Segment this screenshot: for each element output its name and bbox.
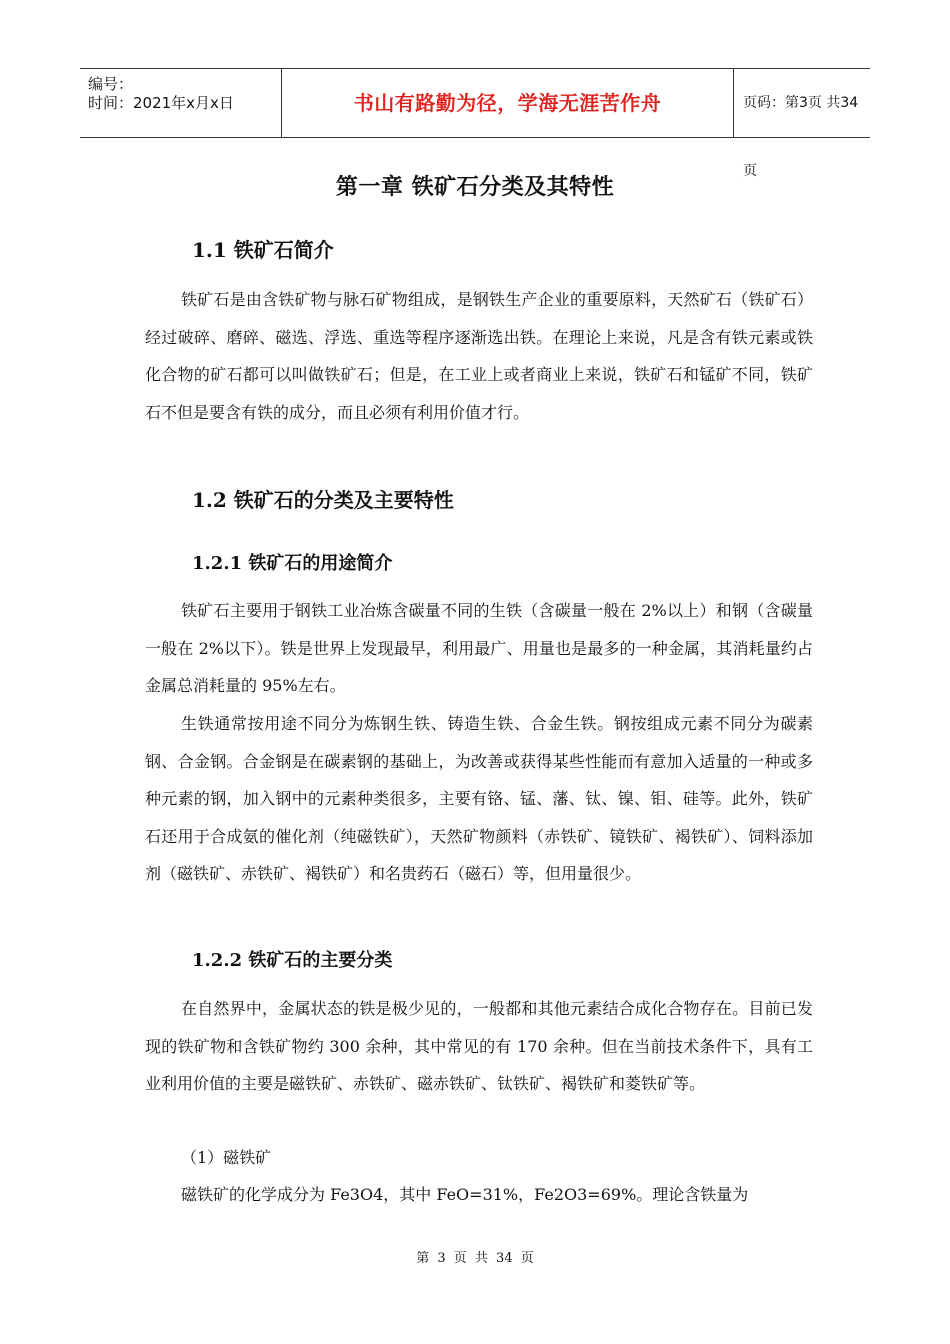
page-footer: 第 3 页 共 34 页 [416,1251,534,1266]
section-heading-1-2-1: 1.2.1 铁矿石的用途简介 [192,553,393,574]
paragraph: 铁矿石是由含铁矿物与脉石矿物组成，是钢铁生产企业的重要原料，天然矿石（铁矿石）经过破碎、磨碎、磁选、浮选、重选等程序逐渐选出铁。在理论上来说，凡是含有铁元素或铁化合物的矿石都可以叫做铁矿石；但是，在工业上或者商业上来说，铁矿石和锰矿不同，铁矿石不但是要含有铁的成分，而且必须有利用价值才行。 [145,290,813,422]
paragraph: 在自然界中，金属状态的铁是极少见的，一般都和其他元素结合成化合物存在。目前已发现的铁矿物和含铁矿物约 300 余种，其中常见的有 170 余种。但在当前技术条件下，具有工业利用价值的主要是磁铁矿、赤铁矿、磁赤铁矿、钛铁矿、褐铁矿和菱铁矿等。 [145,999,813,1093]
paragraph: 铁矿石主要用于钢铁工业冶炼含碳量不同的生铁（含碳量一般在 2%以上）和钢（含碳量一般在 2%以下）。铁是世界上发现最早，利用最广、用量也是最多的一种金属，其消耗量约占金属总消耗量的 95%左右。 [145,601,813,695]
list-item-label: （1）磁铁矿 [181,1148,272,1167]
section-heading-1-1: 1.1 铁矿石简介 [192,238,334,262]
motto-text: 书山有路勤为径，学海无涯苦作舟 [282,69,734,137]
paragraph: 生铁通常按用途不同分为炼钢生铁、铸造生铁、合金生铁。钢按组成元素不同分为碳素钢、合金钢。合金钢是在碳素钢的基础上，为改善或获得某些性能而有意加入适量的一种或多种元素的钢，加入钢中的元素种类很多，主要有铬、锰、藩、钛、镍、钼、硅等。此外，铁矿石还用于合成氨的催化剂（纯磁铁矿），天然矿物颜料（赤铁矿、镜铁矿、褐铁矿）、饲料添加剂（磁铁矿、赤铁矿、褐铁矿）和名贵药石（磁石）等，但用量很少。 [145,714,813,883]
section-heading-1-2: 1.2 铁矿石的分类及主要特性 [192,488,454,512]
paragraph: 磁铁矿的化学成分为 Fe3O4，其中 FeO=31%，Fe2O3=69%。理论含铁量为 [181,1185,749,1204]
time-label: 时间：2021年x月x日 [88,94,234,112]
chapter-title: 第一章 铁矿石分类及其特性 [335,174,615,200]
header-meta-cell [80,69,282,137]
page-code: 页码：第3页 共34页 [743,95,859,179]
section-heading-1-2-2: 1.2.2 铁矿石的主要分类 [192,950,393,971]
header-table [80,68,870,179]
number-label: 编号： [88,75,134,93]
